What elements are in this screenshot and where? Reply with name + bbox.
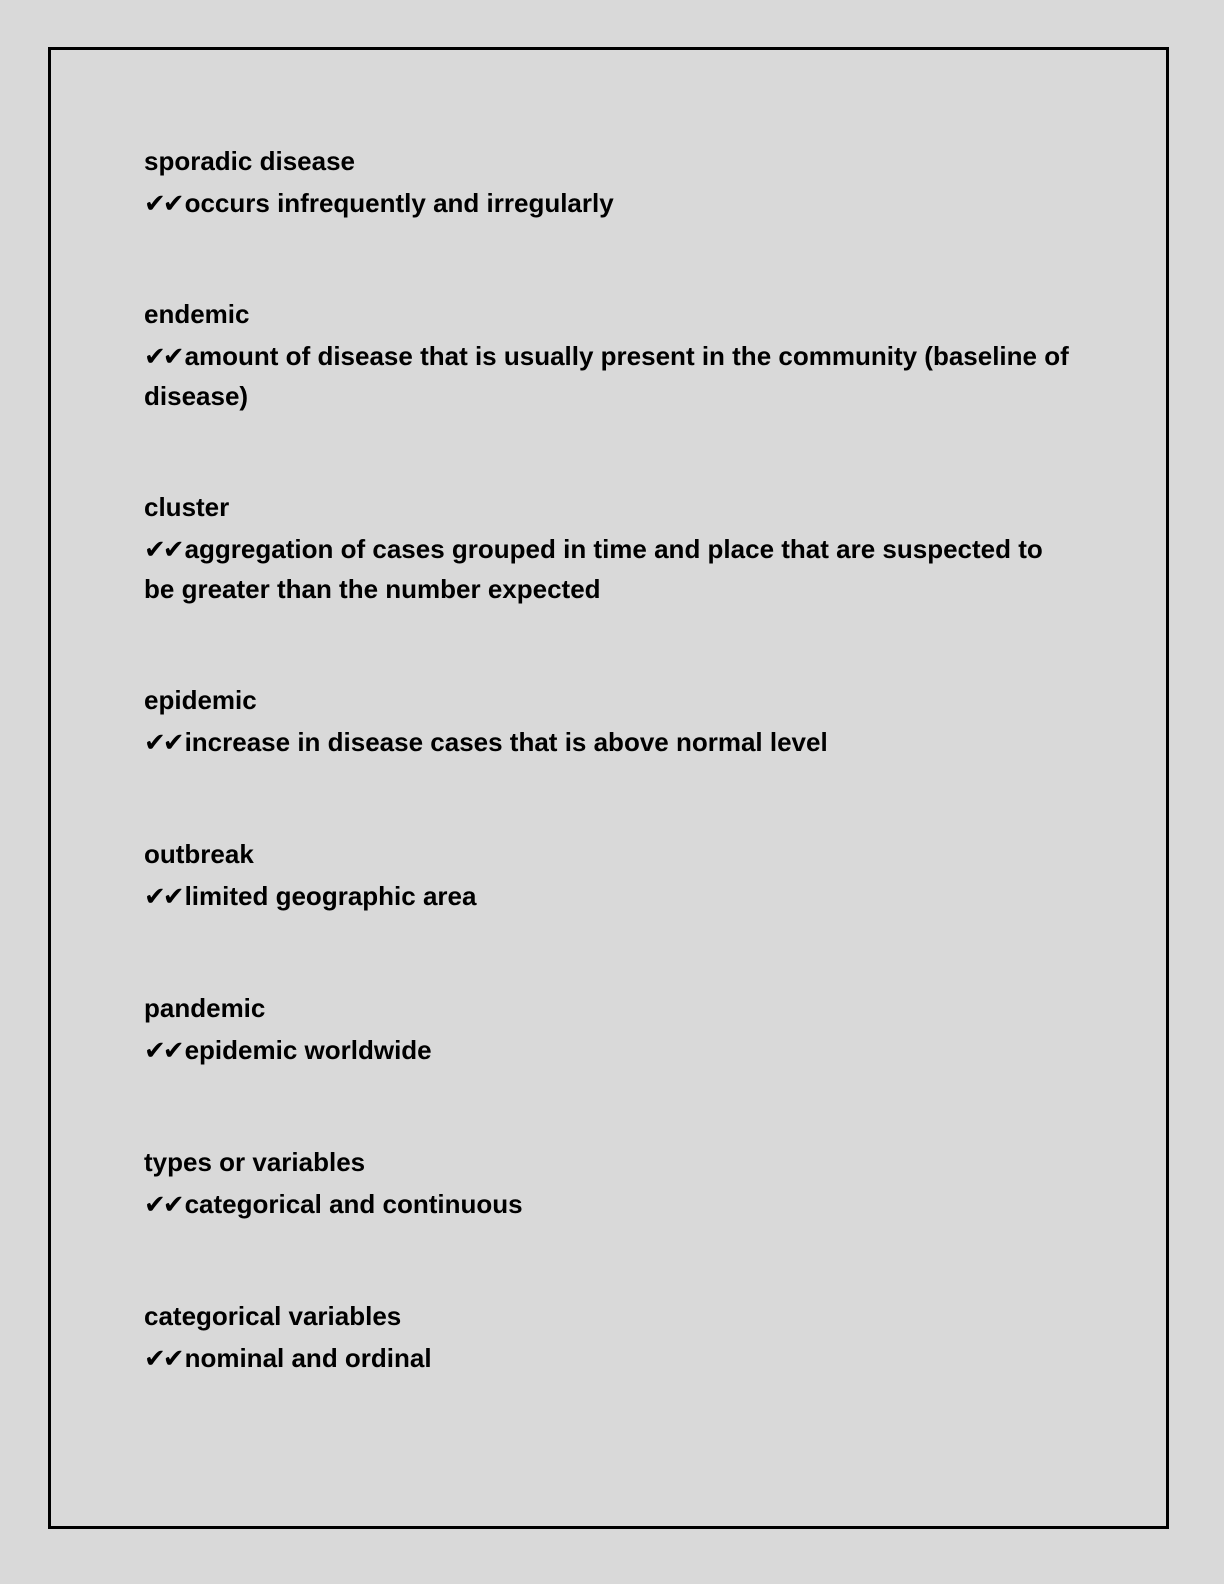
check-icon: ✔✔ <box>144 728 182 758</box>
term-heading: cluster <box>144 492 230 522</box>
term-entry <box>144 836 1069 990</box>
term-heading: outbreak <box>144 839 254 869</box>
term-definition <box>144 1031 1069 1071</box>
term-heading: types or variables <box>144 1147 366 1177</box>
term-definition <box>144 1339 1069 1379</box>
term-heading: epidemic <box>144 685 257 715</box>
term-definition <box>144 530 1069 609</box>
term-entry <box>144 1144 1069 1298</box>
term-definition <box>144 877 1069 917</box>
term-entry <box>144 990 1069 1144</box>
term-heading: categorical variables <box>144 1301 402 1331</box>
term-definition <box>144 184 1069 224</box>
definition-text: categorical and continuous <box>184 1189 523 1219</box>
term-entry <box>144 296 1069 489</box>
check-icon: ✔✔ <box>144 1344 182 1374</box>
definition-text: limited geographic area <box>184 881 477 911</box>
term-entry <box>144 1298 1069 1398</box>
definition-text: aggregation of cases grouped in time and place that are suspected to be greater than the number expected <box>144 534 1043 604</box>
term-heading: sporadic disease <box>144 146 355 176</box>
definition-text: epidemic worldwide <box>184 1035 432 1065</box>
definition-text: occurs infrequently and irregularly <box>184 188 614 218</box>
term-heading: pandemic <box>144 993 266 1023</box>
term-entry <box>144 143 1069 296</box>
check-icon: ✔✔ <box>144 189 182 219</box>
check-icon: ✔✔ <box>144 1036 182 1066</box>
definition-text: increase in disease cases that is above normal level <box>184 727 828 757</box>
term-entry <box>144 489 1069 682</box>
flashcard-term-list <box>144 143 1069 1398</box>
term-definition <box>144 1185 1069 1225</box>
check-icon: ✔✔ <box>144 882 182 912</box>
definition-text: nominal and ordinal <box>184 1343 432 1373</box>
check-icon: ✔✔ <box>144 535 182 565</box>
term-entry <box>144 682 1069 836</box>
definition-text: amount of disease that is usually present in the community (baseline of disease) <box>144 341 1069 411</box>
term-definition <box>144 337 1069 416</box>
term-heading: endemic <box>144 299 250 329</box>
term-definition <box>144 723 1069 763</box>
check-icon: ✔✔ <box>144 342 182 372</box>
check-icon: ✔✔ <box>144 1190 182 1220</box>
